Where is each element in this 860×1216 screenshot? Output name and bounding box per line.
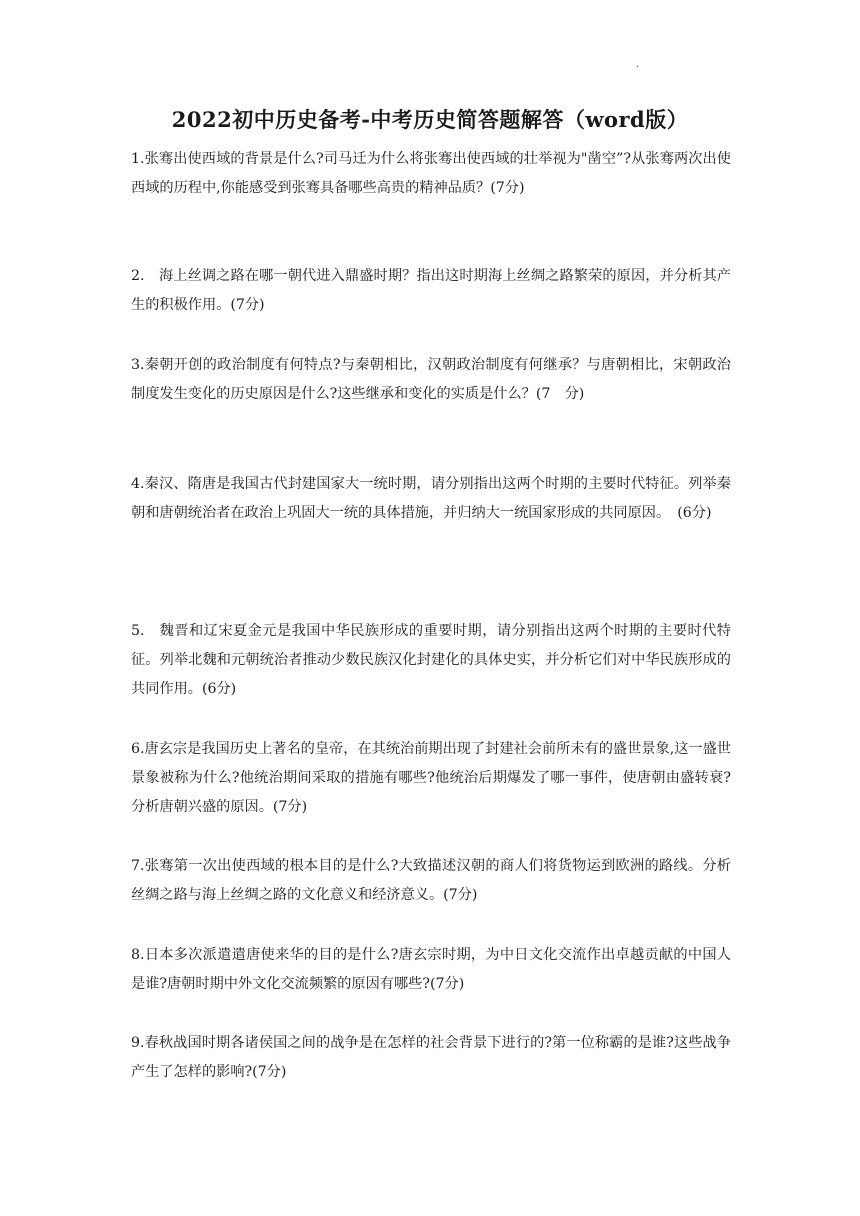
question-5: 5. 魏晋和辽宋夏金元是我国中华民族形成的重要时期，请分别指出这两个时期的主要时代特征。列举北魏和元朝统治者推动少数民族汉化封建化的具体史实，并分析它们对中华民族形成的共同作用。(6分) bbox=[131, 623, 731, 697]
question-3: 3.秦朝开创的政治制度有何特点?与秦朝相比，汉朝政治制度有何继承？与唐朝相比，宋朝政治制度发生变化的历史原因是什么?这些继承和变化的实质是什么？(7 分) bbox=[131, 357, 731, 402]
question-4: 4.秦汉、隋唐是我国古代封建国家大一统时期，请分别指出这两个时期的主要时代特征。列举秦朝和唐朝统治者在政治上巩固大一统的具体措施，并归纳大一统国家形成的共同原因。 (6分) bbox=[131, 476, 731, 521]
question-8: 8.日本多次派遣遣唐使来华的目的是什么?唐玄宗时期，为中日文化交流作出卓越贡献的中国人是谁?唐朝时期中外文化交流频繁的原因有哪些?(7分) bbox=[131, 947, 731, 992]
question-6: 6.唐玄宗是我国历史上著名的皇帝，在其统治前期出现了封建社会前所未有的盛世景象,这一盛世景象被称为什么?他统治期间采取的措施有哪些?他统治后期爆发了哪一事件，使唐朝由盛转衰?分析唐朝兴盛的原因。(7分) bbox=[131, 741, 731, 815]
question-7: 7.张骞第一次出使西域的根本目的是什么?大致描述汉朝的商人们将货物运到欧洲的路线。分析丝绸之路与海上丝绸之路的文化意义和经济意义。(7分) bbox=[131, 858, 731, 903]
question-2: 2. 海上丝调之路在哪一朝代进入鼎盛时期？指出这时期海上丝绸之路繁荣的原因，并分析其产生的积极作用。(7分) bbox=[131, 268, 731, 313]
question-9: 9.春秋战国时期各诸侯国之间的战争是在怎样的社会背景下进行的?第一位称霸的是谁?这些战争产生了怎样的影响?(7分) bbox=[131, 1035, 731, 1080]
document-title: 2022初中历史备考-中考历史简答题解答（word版） bbox=[171, 107, 689, 132]
corner-mark: · bbox=[636, 62, 640, 73]
question-1: 1.张骞出使西域的背景是什么?司马迁为什么将张骞出使西域的壮举视为"凿空”?从张骞两次出使西域的历程中,你能感受到张骞具备哪些高贵的精神品质？(7分) bbox=[131, 151, 731, 196]
